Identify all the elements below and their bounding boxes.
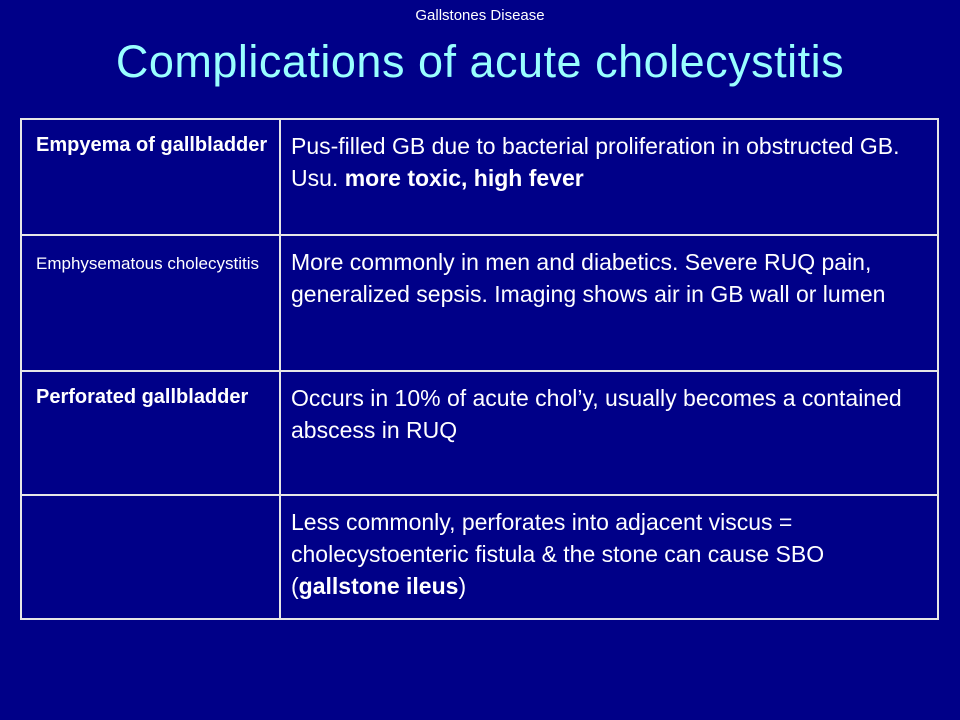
description-text: More commonly in men and diabetics. Severe RUQ pain, generalized sepsis. Imaging shows air in GB wall or lumen	[291, 249, 886, 307]
description-emphasis: more toxic, high fever	[344, 165, 584, 191]
table-row	[21, 495, 938, 619]
description-cell	[280, 119, 938, 235]
description-cell	[280, 495, 938, 619]
description-plain: Pus-filled GB due to bacterial proliferation in obstructed GB. Usu.	[291, 133, 900, 191]
description-cell	[280, 371, 938, 495]
description-text	[291, 130, 929, 194]
slide-title: Complications of acute cholecystitis	[115, 36, 845, 87]
description-cell	[280, 235, 938, 371]
description-emphasis: gallstone ileus	[298, 573, 459, 599]
description-text	[291, 506, 929, 602]
table-row	[21, 371, 938, 495]
term-cell	[21, 235, 280, 371]
table-row	[21, 235, 938, 371]
header-label: Gallstones Disease	[415, 7, 545, 24]
table-row	[21, 119, 938, 235]
term-cell	[21, 119, 280, 235]
term-cell	[21, 371, 280, 495]
description-text: Occurs in 10% of acute chol’y, usually becomes a contained abscess in RUQ	[291, 385, 902, 443]
complications-table	[20, 118, 939, 620]
term-label: Empyema of gallbladder	[36, 134, 268, 156]
term-cell-empty	[21, 495, 280, 619]
term-label: Perforated gallbladder	[36, 386, 249, 408]
description-tail: )	[458, 573, 467, 599]
term-label: Emphysematous cholecystitis	[36, 254, 259, 273]
description-plain: Less commonly, perforates into adjacent viscus = cholecystoenteric fistula & the stone can cause SBO (	[291, 509, 825, 599]
